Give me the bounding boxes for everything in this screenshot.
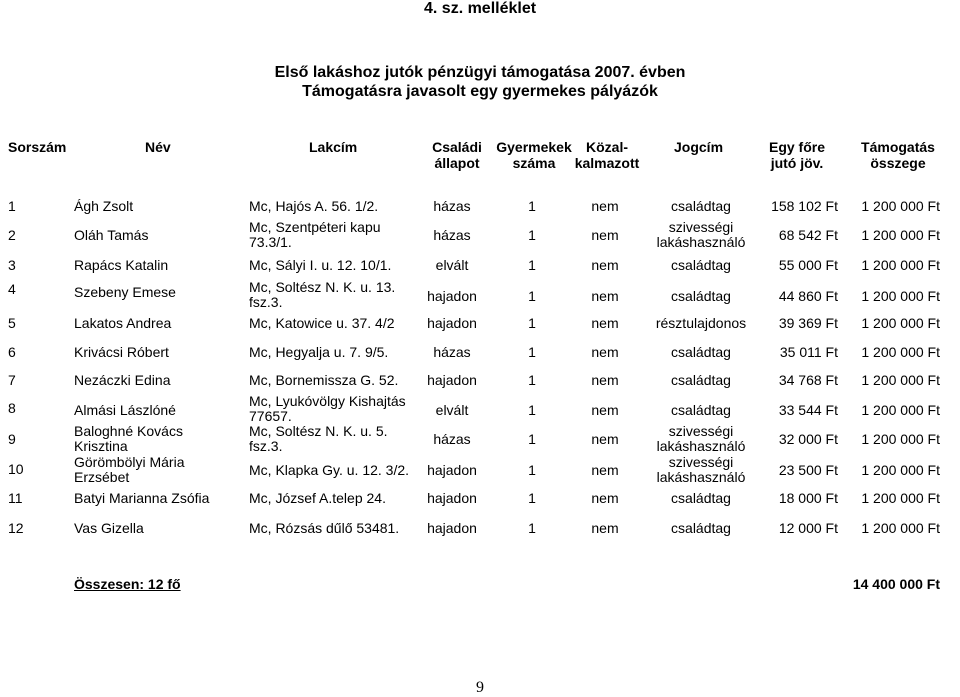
header-lakcim: Lakcím: [309, 139, 358, 155]
row-marital: elvált: [435, 257, 469, 273]
row-public-employee: nem: [591, 257, 619, 273]
row-number: 8: [8, 400, 16, 416]
page-title: Első lakáshoz jutók pénzügyi támogatása 2007. évben: [274, 64, 686, 81]
row-public-employee: nem: [591, 288, 619, 304]
row-address: Mc, József A.telep 24.: [249, 490, 386, 506]
row-address: Mc, Klapka Gy. u. 12. 3/2.: [249, 462, 410, 478]
row-support-amount: 1 200 000 Ft: [861, 227, 940, 243]
row-children: 1: [528, 431, 536, 447]
row-number: 10: [8, 461, 24, 477]
row-support-amount: 1 200 000 Ft: [861, 315, 940, 331]
row-address: Mc, Rózsás dűlő 53481.: [249, 520, 400, 536]
row-income-per-capita: 35 011 Ft: [779, 344, 838, 360]
row-income-per-capita: 32 000 Ft: [778, 431, 838, 447]
row-legal-title: családtag: [671, 490, 731, 506]
row-public-employee: nem: [591, 462, 619, 478]
row-marital: hajadon: [427, 490, 477, 506]
row-address: Mc, Soltész N. K. u. 5. fsz.3.: [249, 423, 388, 454]
row-children: 1: [528, 288, 536, 304]
row-income-per-capita: 158 102 Ft: [771, 198, 838, 214]
row-legal-title: családtag: [671, 520, 731, 536]
row-children: 1: [528, 372, 536, 388]
row-marital: házas: [433, 198, 471, 214]
row-support-amount: 1 200 000 Ft: [861, 462, 940, 478]
row-children: 1: [528, 520, 536, 536]
row-name: Baloghné Kovács Krisztina: [74, 423, 183, 454]
row-address: Mc, Szentpéteri kapu 73.3/1.: [249, 219, 381, 250]
annex-label: 4. sz. melléklet: [424, 0, 537, 17]
row-legal-title: családtag: [671, 402, 731, 418]
row-support-amount: 1 200 000 Ft: [861, 344, 940, 360]
row-support-amount: 1 200 000 Ft: [861, 490, 940, 506]
page-number: 9: [476, 679, 484, 696]
row-marital: elvált: [435, 402, 469, 418]
row-number: 2: [8, 227, 16, 243]
row-number: 1: [8, 198, 16, 214]
row-legal-title: szivességi lakáshasználó: [656, 454, 746, 485]
row-income-per-capita: 44 860 Ft: [778, 288, 838, 304]
row-marital: hajadon: [427, 520, 477, 536]
row-marital: házas: [433, 227, 471, 243]
row-income-per-capita: 39 369 Ft: [778, 315, 838, 331]
row-marital: házas: [433, 431, 471, 447]
row-support-amount: 1 200 000 Ft: [861, 431, 940, 447]
row-address: Mc, Hegyalja u. 7. 9/5.: [249, 344, 389, 360]
row-number: 4: [8, 281, 16, 297]
row-name: Vas Gizella: [74, 520, 144, 536]
row-name: Almási Lászlóné: [74, 402, 176, 418]
header-sorszam: Sorszám: [8, 139, 67, 155]
row-income-per-capita: 33 544 Ft: [778, 402, 838, 418]
row-income-per-capita: 34 768 Ft: [778, 372, 838, 388]
header-csaladi-allapot: Családi állapot: [432, 139, 482, 171]
row-marital: hajadon: [427, 315, 477, 331]
row-legal-title: családtag: [671, 257, 731, 273]
row-address: Mc, Sályi I. u. 12. 10/1.: [249, 257, 392, 273]
row-address: Mc, Hajós A. 56. 1/2.: [249, 198, 379, 214]
row-public-employee: nem: [591, 490, 619, 506]
row-legal-title: családtag: [671, 198, 731, 214]
row-name: Oláh Tamás: [74, 227, 149, 243]
row-support-amount: 1 200 000 Ft: [861, 257, 940, 273]
row-support-amount: 1 200 000 Ft: [861, 198, 940, 214]
row-number: 9: [8, 431, 16, 447]
summary-label: Összesen: 12 fő: [74, 576, 181, 592]
row-support-amount: 1 200 000 Ft: [861, 372, 940, 388]
header-jogcim: Jogcím: [674, 139, 724, 155]
row-children: 1: [528, 198, 536, 214]
header-egy-fore: Egy főre jutó jöv.: [768, 139, 825, 171]
summary-total: 14 400 000 Ft: [852, 576, 940, 592]
row-children: 1: [528, 462, 536, 478]
row-public-employee: nem: [591, 198, 619, 214]
row-name: Ágh Zsolt: [74, 198, 134, 214]
row-income-per-capita: 12 000 Ft: [778, 520, 838, 536]
page-subtitle: Támogatásra javasolt egy gyermekes pályázók: [302, 83, 658, 100]
row-address: Mc, Katowice u. 37. 4/2: [249, 315, 395, 331]
row-number: 3: [8, 257, 16, 273]
row-legal-title: szivességi lakáshasználó: [656, 219, 746, 250]
row-number: 5: [8, 315, 16, 331]
header-tamogatas: Támogatás összege: [861, 139, 935, 171]
row-public-employee: nem: [591, 344, 619, 360]
row-support-amount: 1 200 000 Ft: [861, 520, 940, 536]
row-marital: hajadon: [427, 288, 477, 304]
row-number: 11: [8, 490, 23, 506]
row-public-employee: nem: [591, 315, 619, 331]
row-public-employee: nem: [591, 520, 619, 536]
row-legal-title: családtag: [671, 372, 731, 388]
row-name: Görömbölyi Mária Erzsébet: [74, 454, 185, 485]
header-nev: Név: [145, 139, 171, 155]
row-name: Batyi Marianna Zsófia: [74, 490, 210, 506]
row-children: 1: [528, 490, 536, 506]
row-legal-title: résztulajdonos: [655, 315, 747, 331]
row-income-per-capita: 18 000 Ft: [778, 490, 838, 506]
row-public-employee: nem: [591, 402, 619, 418]
row-income-per-capita: 23 500 Ft: [778, 462, 838, 478]
row-name: Krivácsi Róbert: [74, 344, 169, 360]
row-support-amount: 1 200 000 Ft: [861, 402, 940, 418]
header-kozalkalmazott: Közal- kalmazott: [574, 139, 640, 171]
row-legal-title: családtag: [671, 288, 731, 304]
row-address: Mc, Bornemissza G. 52.: [249, 372, 399, 388]
row-name: Lakatos Andrea: [74, 315, 172, 331]
row-public-employee: nem: [591, 227, 619, 243]
row-number: 6: [8, 344, 16, 360]
row-marital: házas: [433, 344, 471, 360]
row-children: 1: [528, 402, 536, 418]
row-children: 1: [528, 257, 536, 273]
row-name: Nezáczki Edina: [74, 372, 171, 388]
row-name: Szebeny Emese: [74, 284, 176, 300]
row-number: 7: [8, 372, 16, 388]
row-marital: hajadon: [427, 462, 477, 478]
row-children: 1: [528, 315, 536, 331]
header-gyermekek-szama: Gyermekek száma: [496, 139, 572, 171]
row-public-employee: nem: [591, 372, 619, 388]
row-marital: hajadon: [427, 372, 477, 388]
row-name: Rapács Katalin: [74, 257, 169, 273]
row-number: 12: [8, 520, 24, 536]
row-income-per-capita: 55 000 Ft: [778, 257, 838, 273]
row-support-amount: 1 200 000 Ft: [861, 288, 940, 304]
row-address: Mc, Lyukóvölgy Kishajtás 77657.: [249, 393, 406, 424]
row-public-employee: nem: [591, 431, 619, 447]
row-legal-title: családtag: [671, 344, 731, 360]
row-children: 1: [528, 227, 536, 243]
row-children: 1: [528, 344, 536, 360]
row-address: Mc, Soltész N. K. u. 13. fsz.3.: [249, 279, 396, 310]
row-income-per-capita: 68 542 Ft: [778, 227, 838, 243]
row-legal-title: szivességi lakáshasználó: [656, 423, 746, 454]
